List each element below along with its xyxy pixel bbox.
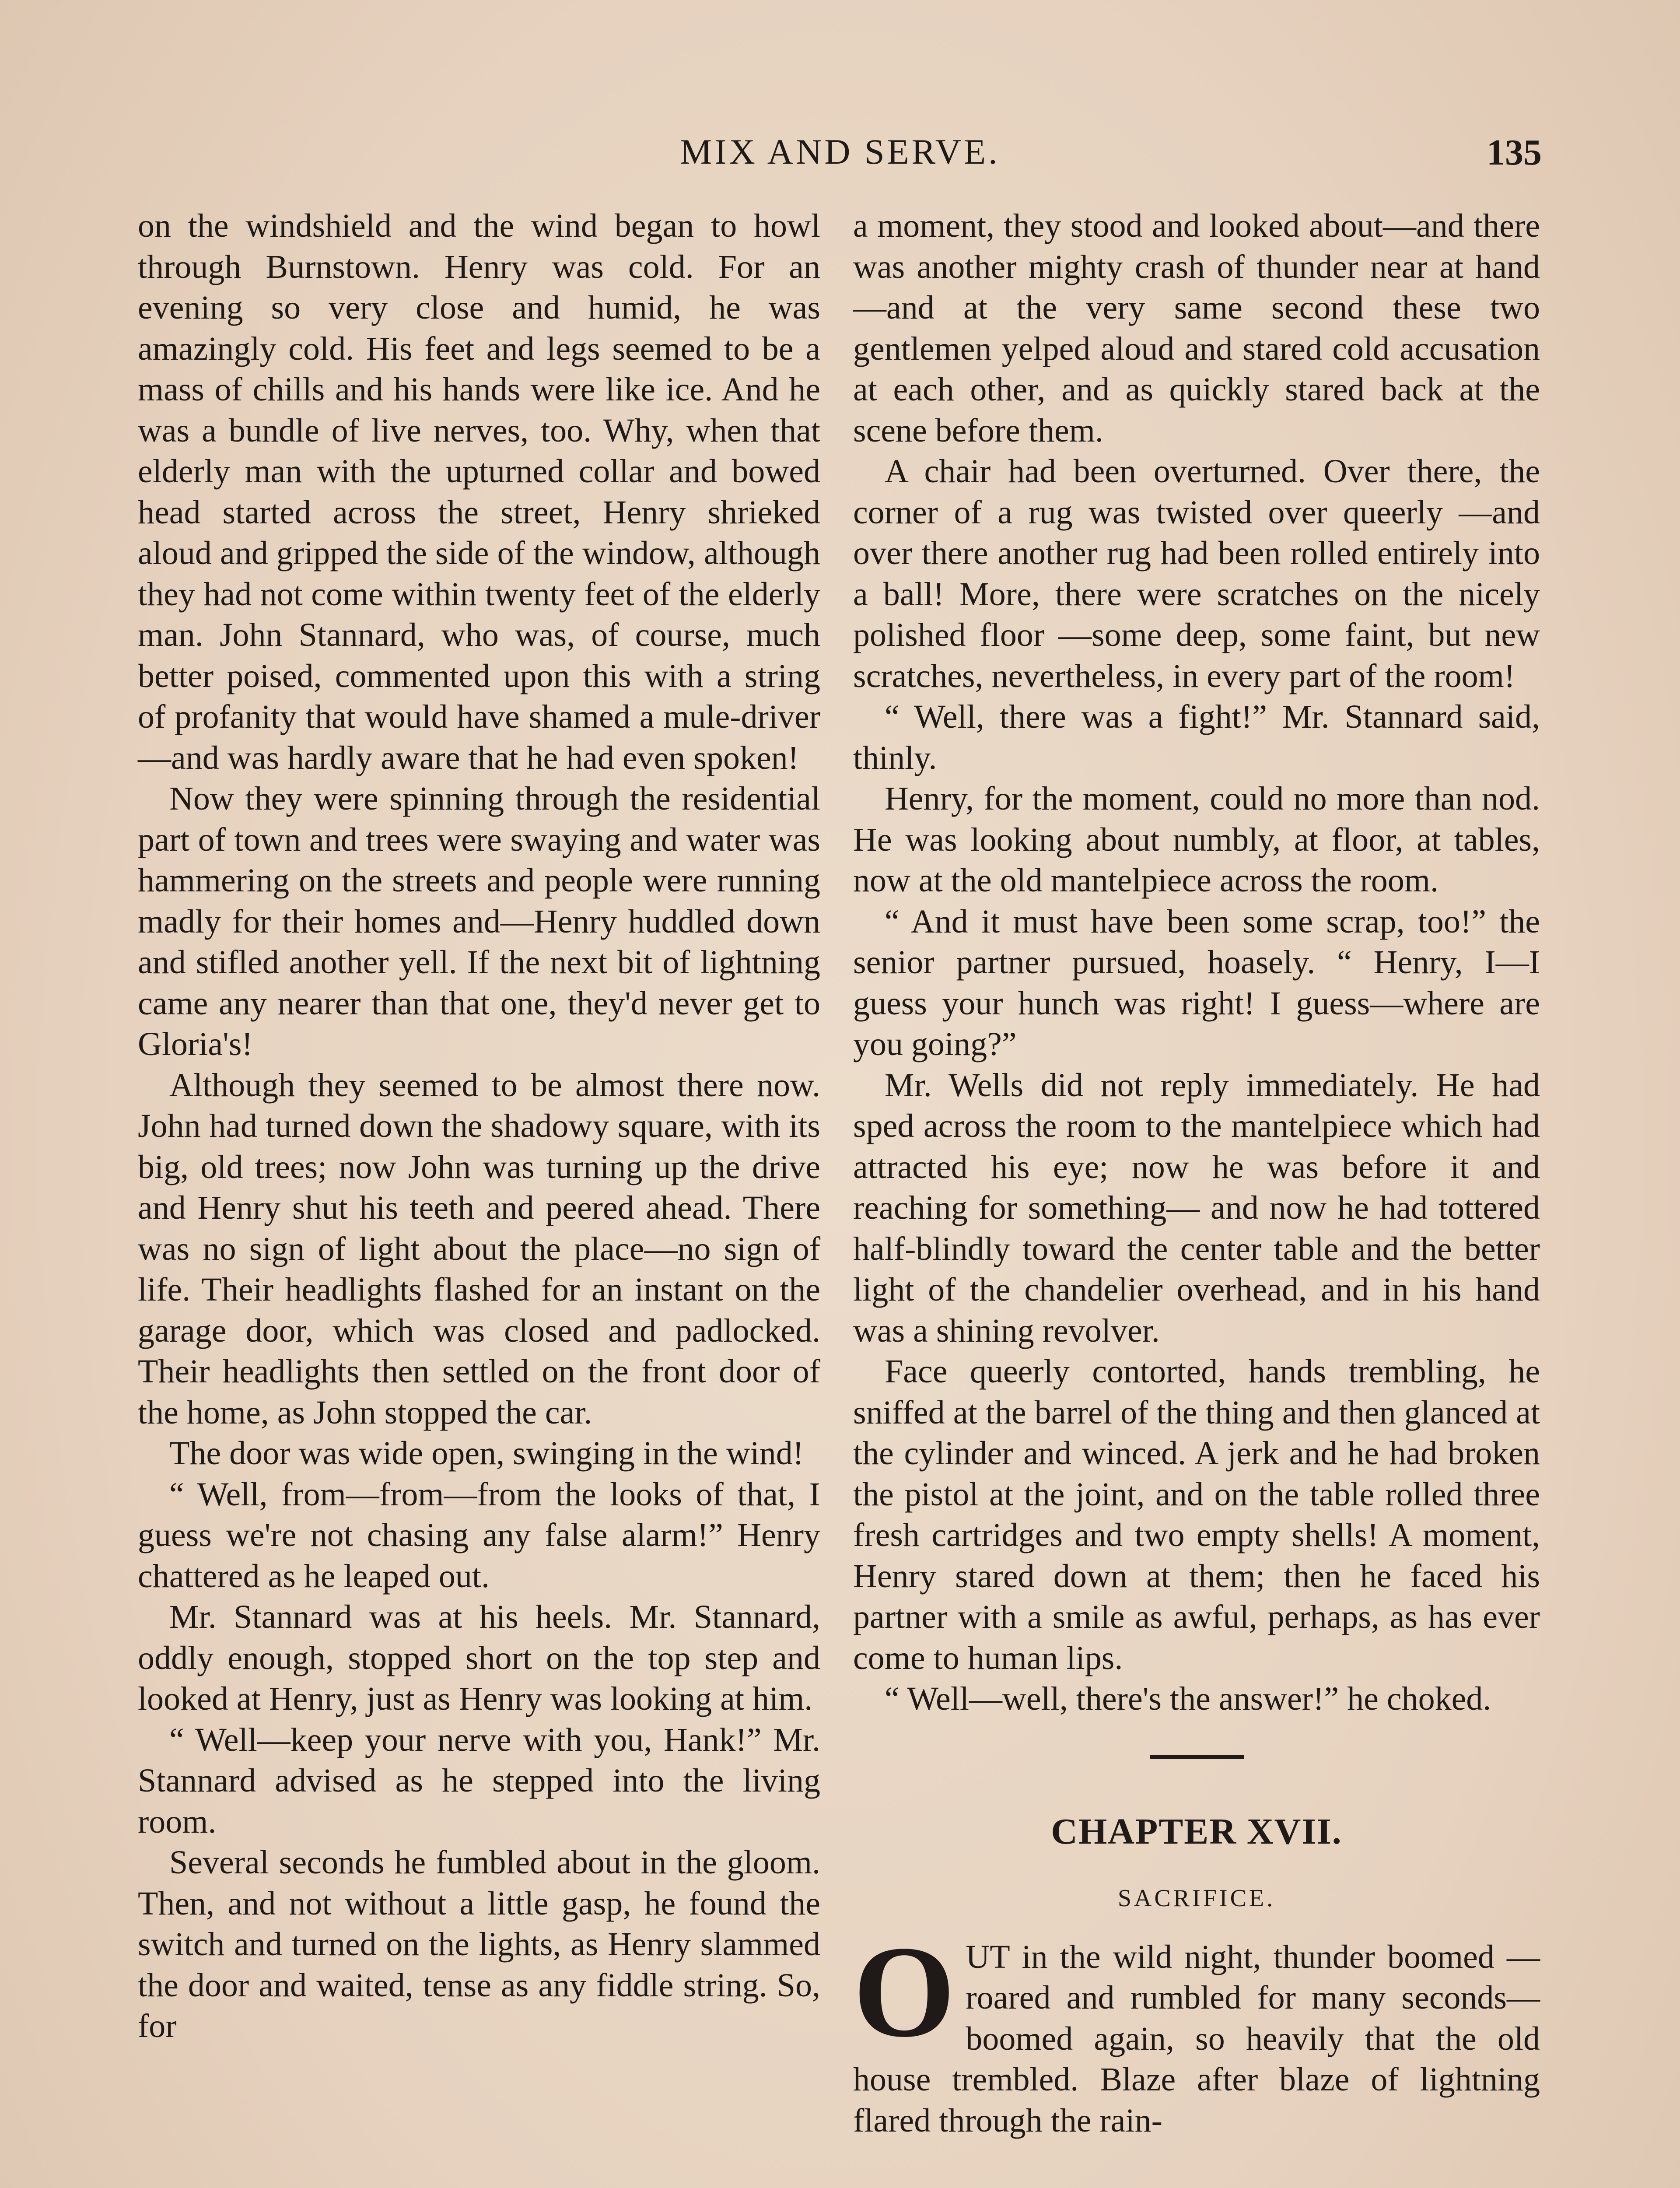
paragraph: “ Well, from—from—from the looks of that, I guess we're not chasing any false alarm!” Henry chattered as he leaped out. bbox=[138, 1476, 820, 1595]
paragraph: “ Well—keep your nerve with you, Hank!” Mr. Stannard advised as he stepped into the living room. bbox=[138, 1721, 820, 1840]
paragraph: Face queerly contorted, hands trembling, he sniffed at the barrel of the thing and then glanced at the cylinder and winced. A jerk and he had broken the pistol at the joint, and on the table rolled three fresh cartridges and two empty shells! A moment, Henry stared down at them; then he faced his partner with a smile as awful, perhaps, as has ever come to human lips. bbox=[853, 1353, 1540, 1676]
running-title: MIX AND SERVE. bbox=[680, 132, 1000, 172]
paragraph: A chair had been overturned. Over there, the corner of a rug was twisted over queerly —and over there another rug had been rolled entirely into a ball! More, there were scratches on the nicely polished floor —some deep, some faint, but new scratches, nevertheless, in every part of the room! bbox=[853, 453, 1540, 694]
section-divider bbox=[1150, 1755, 1244, 1759]
paragraph: Mr. Wells did not reply immediately. He had sped across the room to the mantelpiece which had attracted his eye; now he was before it and reaching for something— and now he had tottered half-blindly toward the center table and the better light of the chandelier overhead, and in his hand was a shining revolver. bbox=[853, 1066, 1540, 1349]
chapter-subtitle: SACRIFICE. bbox=[1117, 1885, 1276, 1912]
chapter-title: CHAPTER XVII. bbox=[1051, 1811, 1342, 1852]
chapter-opening-text: UT in the wild night, thunder boomed —roared and rumbled for many seconds—boomed again, so heavily that the old house trembled. Blaze after blaze of lightning flared through the rain- bbox=[853, 1938, 1540, 2139]
paragraph: “ Well—well, there's the answer!” he choked. bbox=[885, 1680, 1491, 1717]
page-number: 135 bbox=[1487, 132, 1542, 173]
drop-cap: O bbox=[853, 1918, 956, 2064]
paragraph: on the windshield and the wind began to howl through Burnstown. Henry was cold. For an evening so very close and humid, he was amazingly cold. His feet and legs seemed to be a mass of chills and his hands were like ice. And he was a bundle of live nerves, too. Why, when that elderly man with the upturned collar and bowed head started across the street, Henry shrieked aloud and gripped the side of the window, although they had not come within twenty feet of the elderly man. John Stannard, who was, of course, much better poised, commented upon this with a string of profanity that would have shamed a mule-driver—and was hardly aware that he had even spoken! bbox=[138, 207, 820, 776]
paragraph: “ And it must have been some scrap, too!” the senior partner pursued, hoasely. “ Henry, I—I guess your hunch was right! I guess—where are you going?” bbox=[853, 903, 1540, 1062]
paragraph: “ Well, there was a fight!” Mr. Stannard said, thinly. bbox=[853, 698, 1540, 776]
paragraph: Several seconds he fumbled about in the gloom. Then, and not without a little gasp, he found the switch and turned on the lights, as Henry slammed the door and waited, tense as any fiddle string. So, for bbox=[138, 1844, 820, 2044]
left-column bbox=[138, 206, 820, 2047]
chapter-opening-paragraph bbox=[853, 1918, 1540, 2142]
paragraph: a moment, they stood and looked about—and there was another mighty crash of thunder near at hand—and at the very same second these two gentlemen yelped aloud and stared cold accusation at each other, and as quickly stared back at the scene before them. bbox=[853, 207, 1540, 449]
right-column bbox=[853, 206, 1540, 2141]
paragraph: Although they seemed to be almost there now. John had turned down the shadowy square, with its big, old trees; now John was turning up the drive and Henry shut his teeth and peered ahead. There was no sign of light about the place—no sign of life. Their headlights flashed for an instant on the garage door, which was closed and padlocked. Their headlights then settled on the front door of the home, as John stopped the car. bbox=[138, 1066, 820, 1431]
running-header bbox=[0, 131, 1680, 179]
paragraph: Henry, for the moment, could no more than nod. He was looking about numbly, at floor, at tables, now at the old mantelpiece across the room. bbox=[853, 780, 1540, 899]
paragraph: Now they were spinning through the residential part of town and trees were swaying and water was hammering on the streets and people were running madly for their homes and—Henry huddled down and stifled another yell. If the next bit of lightning came any nearer than that one, they'd never get to Gloria's! bbox=[138, 780, 820, 1062]
paragraph: The door was wide open, swinging in the wind! bbox=[169, 1435, 804, 1472]
paragraph: Mr. Stannard was at his heels. Mr. Stannard, oddly enough, stopped short on the top step and looked at Henry, just as Henry was looking at him. bbox=[138, 1599, 820, 1717]
